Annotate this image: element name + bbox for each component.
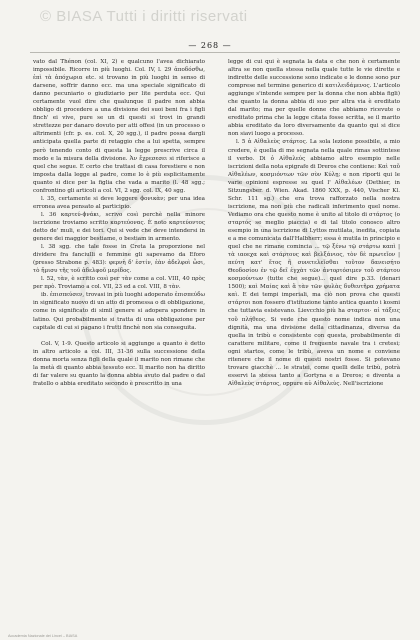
paragraph: vato dal Thénon (col. XI, 2) e qualcuno l'avea dichiarato impossibile. Ricorre in più luoghi. Col. IV, l. 29 ἀποδόσθω, ἐπὶ τὰ ἀπόχωρια etc. si trovano in più luoghi in senso di darsene, soffrir danno ecc. ma una speciale significato di danno pecuniario o giudiziario per lite perduta ecc. Qui certamente vuol dire che qualunque il padre non abbia obbligo di procedere a una divisione dei suoi beni fra i figli finch' ei vive, pure se un di questi si trovi in grandi strettezze per danaro dovuto per atti offesi (in un processo o altrimenti (cfr. p. es. col. X, 20 sgg.), il padre possa dargli anticipata quella parte di retaggio che a lui spetta, sempre però tenendo conto di questa la legge prescrive circa il modo e la misura della divisione. Ἀν ἔχρεσεσει si riferisce a quel che segue. E certo che trattasi di casa forestiere e non imposta dalla legge al padre, come lo è più esplicitamente quanto si dice per la figlia che vada a marito (l. 48 sgg.; confrontino gli articoli a col. VI, 2 sgg. col. IX, 40 sgg. [33,59,205,194]
footer-text: Accademia Nazionale dei Lincei – BIASA [8,634,78,638]
paragraph: legge di cui qui è segnata la data e che non è certamente altra se non quella stessa nella quale tutte le vie dirette e indirette delle successione sono indicate e le donne sono pur comprese nel termine generico di κατιλειδάμενος. L'articolo aggiunge s'intende sempre per la donna che non abbia figli) che quanto la donna abbia di suo per altra via è ereditato dal marito; ma per quelle donne che abbiamo ricevute o ereditato prima che la legge citata fosse scritta, se il marito abbia ereditato da loro diversamente da quanto qui si dice non siavi luogo a processo. [228,59,400,138]
paragraph: l. 52, τὰν, è scritto così per τὰν come a col. VIII, 40 πρὸς per πρὸ. Troviamo a col. VII, 23 ed a col. VIII, 8 τὰν. [33,276,205,291]
paragraph: l. 5 ἁ Αἰθαλεὺς στάρτος. La sola lezione possibile, a mio credere, è quella di me segnata nella quale rimas sottintese il verbo. Di ὁ Αἰθαλεύς abbiamo altro esempio nelle iscrizioni della nota epigrafe di Dreros che contiene: Καὶ ταῦ Αἰθαλέων, κοσμιόντων τῶν σὺν Κύλῃ; e non riporti qui le varie opinioni espresse su quel l' Αἰθαλέων (Dethier, in Sitzungsber. d. Wien. Akad. 1860 XXX, p. 440, Vischer Kl. Schr. 111 sg.) che era trova rafforzato nella nostra iscrizione, ma non più che radicali inferimento quel nome. Vediamo ora che questo nome è unito al titolo di στάρτος (o σταρτός se meglio piaccia) e di tal titolo conosco altro esempio in una iscrizione di Lyttos mutilata, inedita, copiata e a me comunicata dall'Halbherr; essa è mutila in principio e quel che ne rimane comincia ... τῷ ξένω τῷ στάρτω καπὶ | τὰ ιαοεχα καὶ στάρτους καὶ βελξάνιος, τὸν δὲ πρωτεῖον | πεύτη κατ' ἔτος ῆ συνετελεῖσθαι τοῦτον δανεισήτο Θεοδοσίου ἐν τῷ δεῖ ἐγχὰτ τῶν ἀντορτόσιμεν τοῦ στάρτου κοσμούντων (tutte che segue)... quel dire p.33. (denari 1500); καὶ Μαίας καὶ ἅ τὰν τῶν φυλὰς δυθευτῆρα χρήματα καὶ. E dei tempi imperiali, ma ciò non prova che questi στάρτοι non fossero d'istituzione tanto antica quanto i kosmi che tuttavia esistevano. Lievcchio più ha σταρτοι· αἱ τάξεις τοῦ πλήθεος. Si vede che questo nome indica non una dignità, ma una divisione della cittadinanza, diversa da quella in tribù e consistente con questa, probabilmente di carattere militare, come il frequente navale tra i cretesi; ogni startos, come le tribù, aveva un nome e conviene ritenere che il nome di questi nostri fosse. Si potevano trovare giacchè ... le stratei, come quelli delle tribù, potrà esservi la stessa tanto a Gortyna e a Dreros; e diventa a Αἰθαλεὺς στάρτος, oppure αὐ Αἰθαλεὺς. Nell'iscrizione [228,139,400,387]
left-column [33,58,205,388]
paragraph: ib. ἐπισπεύσεν, trovasi in più luoghi adoperato ἐπισπεύδω in significato nuovo di un atto di promessa o di obbligazione, come in significato di simil genere si adopera spondere in latino. Qui probabilmente si tratta di una obbligazione per capitale di cui si pagano i frutti finchè non sia conseguita. [33,292,205,331]
paragraph-gap [33,332,205,340]
header-rule [30,52,400,53]
paragraph: Col. V, 1-9. Questo articolo si aggiunge a quanto è detto in altro articolo a col. III, 31-36 sulla successione della donna morta senza figli della quale il marito non rimane che la metà di quanto abbia tessuto ecc. Il marito non ha diritto di far valere su quanto la donna abbia avuto dal padre o dal fratello o abbia ereditato secondo è prescritto in una [33,340,205,387]
paragraph: l. 35, certamente si deve leggere ϕονικὰν; per una idea erronea avea pensato al participio. [33,195,205,210]
paragraph: l. 36 καρτεύ-ϕνάκι, scrivo così perchè nella minore iscrizione troviamo scritto καρτεύονας. È noto καρτεύοντος detto de' muli, e dei tori. Qui si vede che deve intendersi in genere dei maggior bestiame, o bestiam in armento. [33,211,205,243]
right-column [228,58,400,388]
paragraph: l. 38 sgg. che tale fosse in Creta la proporzione nel dividere fra fanciulli e femmine gli sapevamo da Eforo (presso Strabone p. 483): φερνὴ δ' ἐστίν, ἐὰν ἀδελφοὶ ὦσι, τὸ ἥμισυ τῆς τοῦ ἀδελφοῦ μερίδος. [33,244,205,275]
page-number: — 268 — [188,41,232,50]
watermark: © BIASA Tutti i diritti riservati [40,8,248,25]
